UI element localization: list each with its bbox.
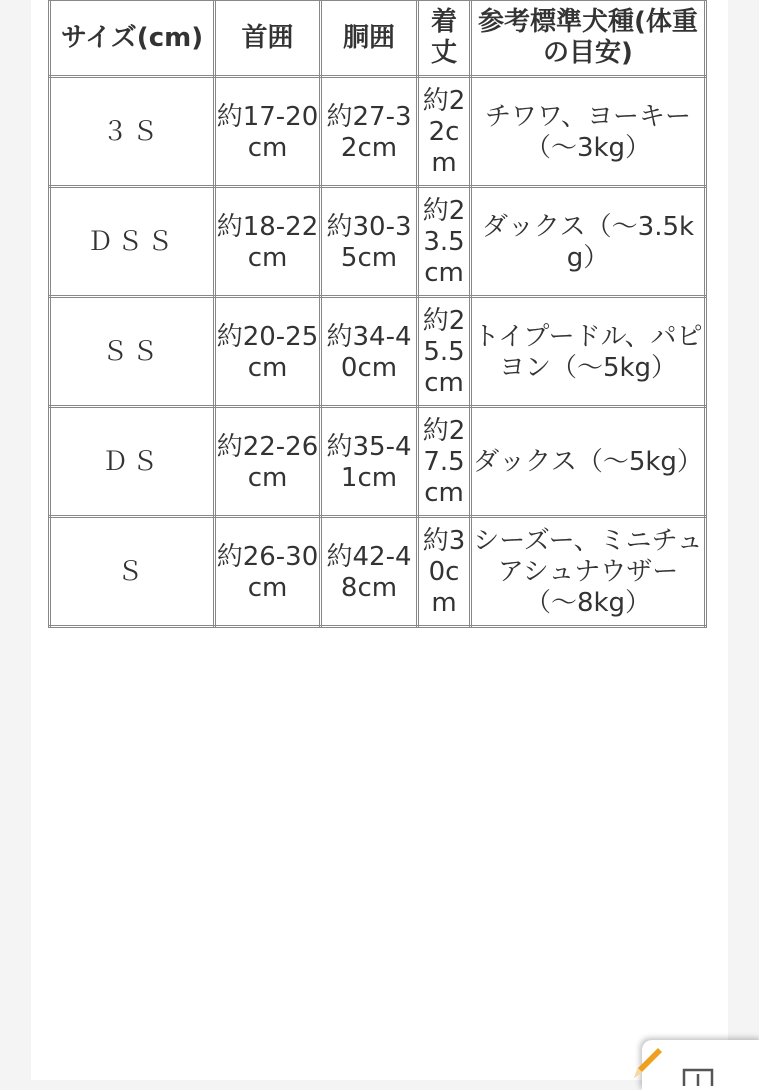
length-cell: 約22cm [418,77,471,187]
table-row [50,187,706,297]
chest-cell: 約30-35cm [321,187,418,297]
length-cell: 約30cm [418,517,471,627]
length-cell: 約27.5cm [418,407,471,517]
length-cell: 約25.5cm [418,297,471,407]
article-page [31,0,728,1080]
neck-cell: 約18-22cm [215,187,321,297]
table-row [50,77,706,187]
neck-cell: 約20-25cm [215,297,321,407]
length-cell: 約23.5cm [418,187,471,297]
size-cell: ＳＳ [50,297,215,407]
table-row [50,407,706,517]
size-chart-table [48,0,707,628]
header-size: サイズ(cm) [50,0,215,77]
header-neck: 首囲 [215,0,321,77]
size-cell: ＤＳＳ [50,187,215,297]
breed-cell: ダックス（～3.5kg） [471,187,706,297]
breed-cell: シーズー、ミニチュアシュナウザー（～8kg） [471,517,706,627]
neck-cell: 約22-26cm [215,407,321,517]
table-row [50,517,706,627]
neck-cell: 約17-20cm [215,77,321,187]
size-cell: ３Ｓ [50,77,215,187]
size-cell: Ｓ [50,517,215,627]
breed-cell: ダックス（～5kg） [471,407,706,517]
breed-cell: トイプードル、パピヨン（～5kg） [471,297,706,407]
pencil-icon[interactable] [628,1042,668,1082]
size-cell: ＤＳ [50,407,215,517]
chest-cell: 約27-32cm [321,77,418,187]
table-header-row [50,0,706,77]
chest-cell: 約42-48cm [321,517,418,627]
chest-cell: 約35-41cm [321,407,418,517]
breed-cell: チワワ、ヨーキー（～3kg） [471,77,706,187]
box-icon[interactable] [680,1066,720,1086]
header-breed: 参考標準犬種(体重の目安) [471,0,706,77]
header-length: 着丈 [418,0,471,77]
neck-cell: 約26-30cm [215,517,321,627]
header-chest: 胴囲 [321,0,418,77]
chest-cell: 約34-40cm [321,297,418,407]
table-row [50,297,706,407]
